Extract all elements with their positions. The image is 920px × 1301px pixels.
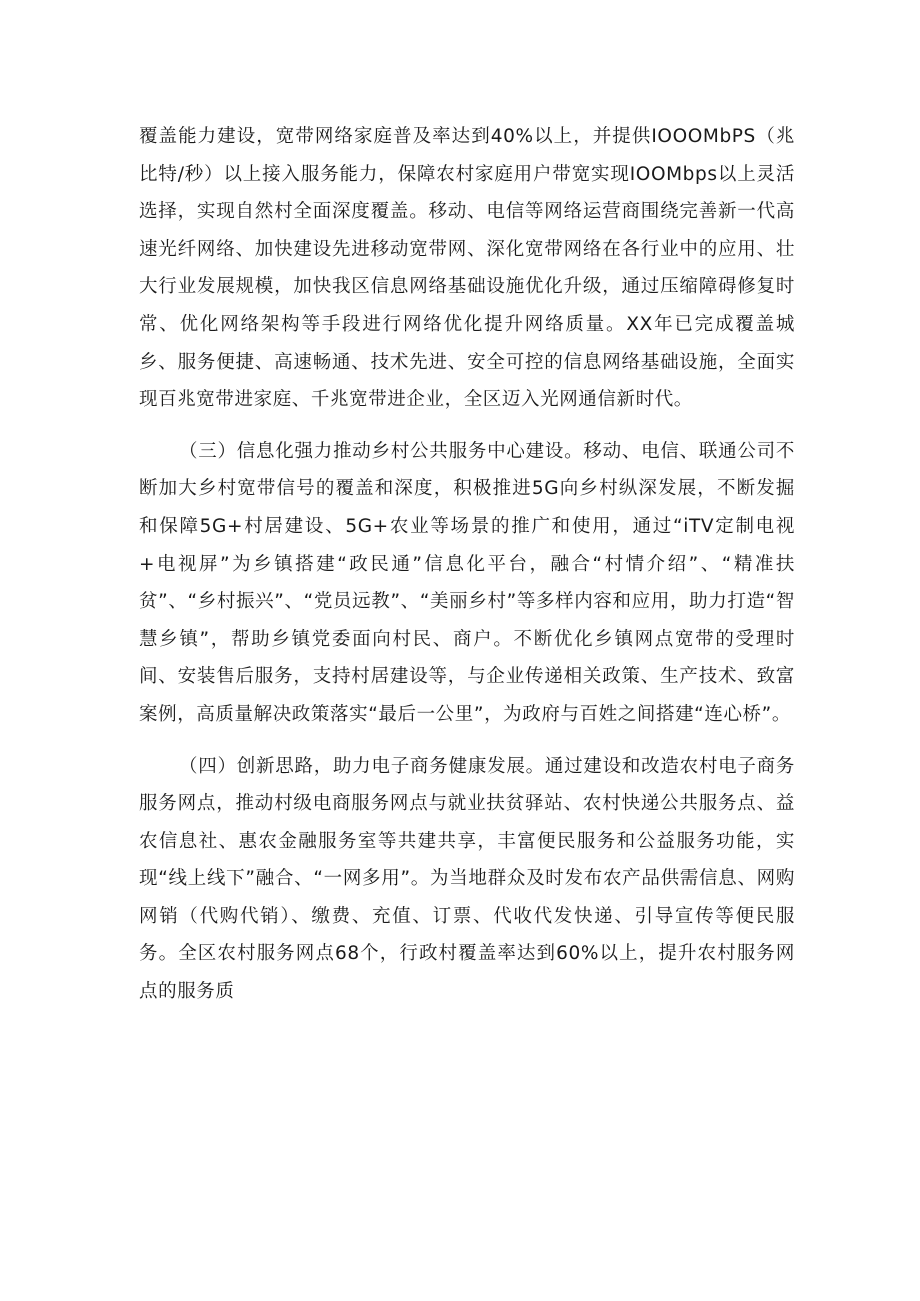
document-body bbox=[139, 118, 795, 1011]
paragraph-broadband-coverage: 覆盖能力建设，宽带网络家庭普及率达到40%以上，并提供IOOOMbPS（兆比特/秒）以上接入服务能力，保障农村家庭用户带宽实现IOOMbps以上灵活选择，实现自然村全面深度覆盖。移动、电信等网络运营商围绕完善新一代高速光纤网络、加快建设先进移动宽带网、深化宽带网络在各行业中的应用、壮大行业发展规模，加快我区信息网络基础设施优化升级，通过压缩障碍修复时常、优化网络架构等手段进行网络优化提升网络质量。XX年已完成覆盖城乡、服务便捷、高速畅通、技术先进、安全可控的信息网络基础设施，全面实现百兆宽带进家庭、千兆宽带进企业，全区迈入光网通信新时代。 bbox=[139, 126, 795, 411]
paragraph-rural-public-service: （三）信息化强力推动乡村公共服务中心建设。移动、电信、联通公司不断加大乡村宽带信号的覆盖和深度，积极推进5G向乡村纵深发展，不断发掘和保障5G+村居建设、5G+农业等场景的推广和使用，通过“iTV定制电视+电视屏”为乡镇搭建“政民通”信息化平台，融合“村情介绍”、“精准扶贫”、“乡村振兴”、“党员远教”、“美丽乡村”等多样内容和应用，助力打造“智慧乡镇”，帮助乡镇党委面向村民、商户。不断优化乡镇网点宽带的受理时间、安装售后服务，支持村居建设等，与企业传递相关政策、生产技术、致富案例，高质量解决政策落实“最后一公里”，为政府与百姓之间搭建“连心桥”。 bbox=[139, 440, 795, 725]
paragraph-ecommerce: （四）创新思路，助力电子商务健康发展。通过建设和改造农村电子商务服务网点，推动村级电商服务网点与就业扶贫驿站、农村快递公共服务点、益农信息社、惠农金融服务室等共建共享，丰富便民服务和公益服务功能，实现“线上线下”融合、“一网多用”。为当地群众及时发布农产品供需信息、网购网销（代购代销）、缴费、充值、订票、代收代发快递、引导宣传等便民服务。全区农村服务网点68个，行政村覆盖率达到60%以上，提升农村服务网点的服务质 bbox=[139, 755, 795, 1003]
